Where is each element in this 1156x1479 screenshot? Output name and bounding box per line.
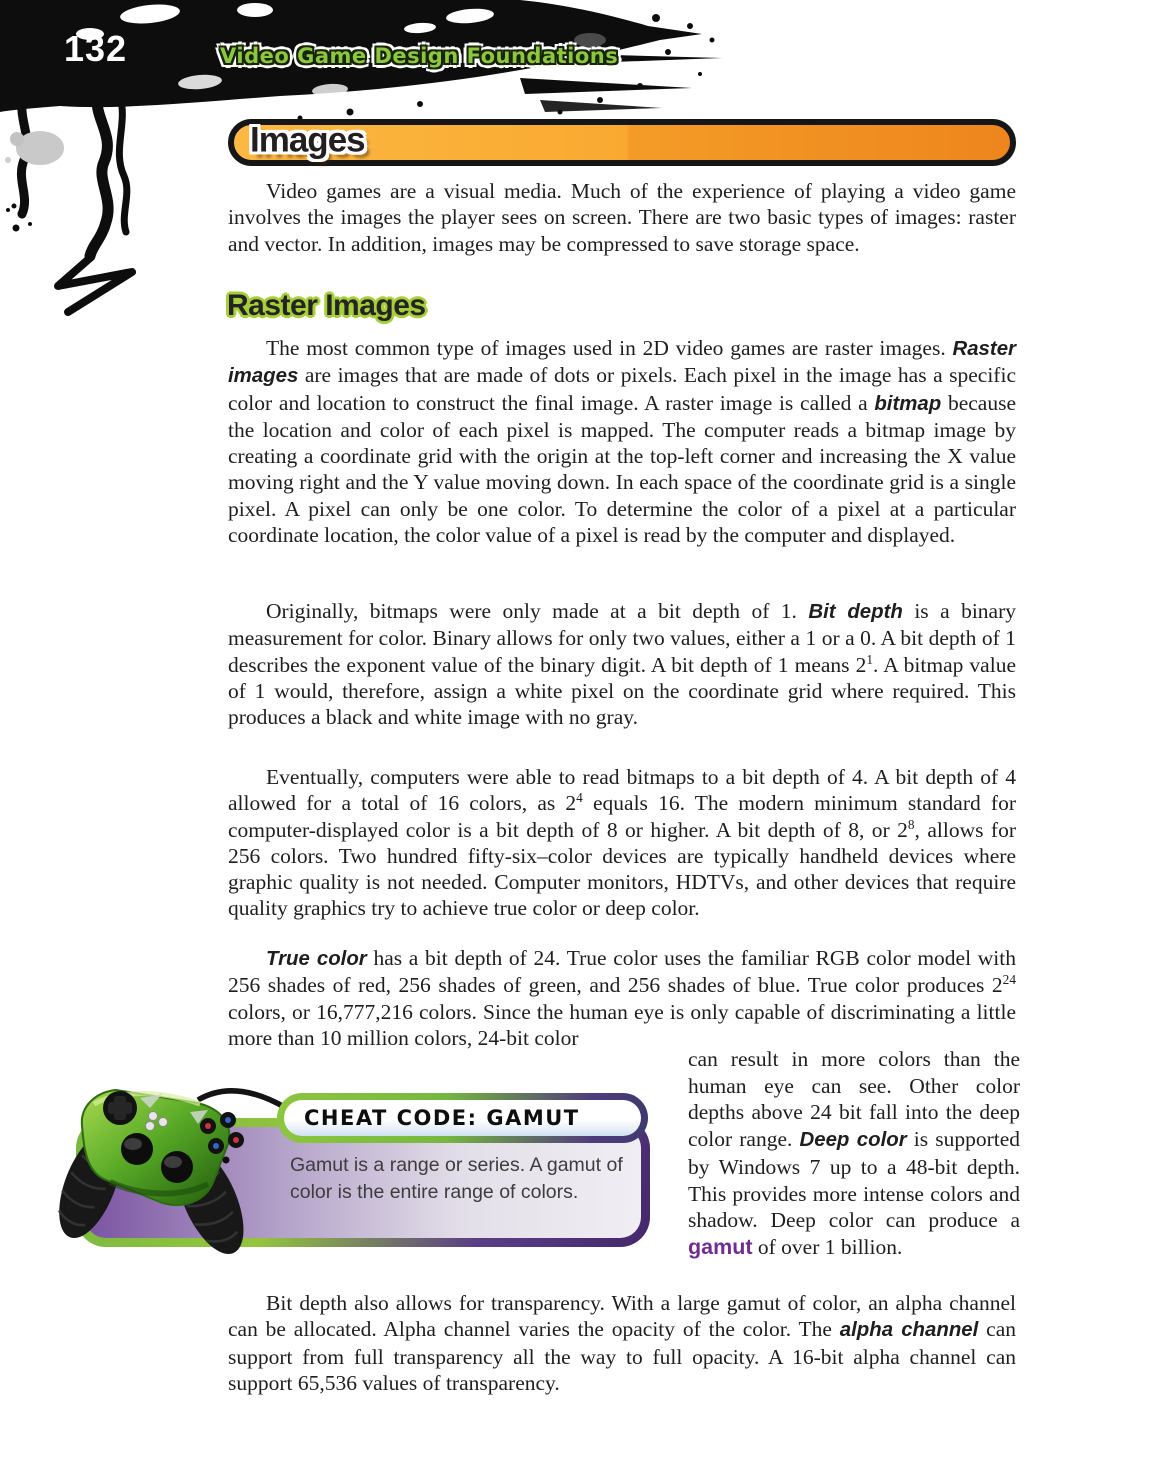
page-number: 132 — [64, 28, 128, 69]
cheat-code-header-pill — [277, 1093, 648, 1143]
paragraph-alpha-channel: Bit depth also allows for transparency. With a large gamut of color, an alpha channel can be allocated. Alpha channel varies the opacity of the color. The alpha channel can support from full transparency all the way to full opacity. A 16-bit alpha channel can support 65,536 values of transparency. — [228, 1291, 1016, 1395]
subsection-heading: Raster Images — [227, 289, 426, 322]
section-banner — [228, 119, 1016, 166]
paragraph-true-color: True color has a bit depth of 24. True color uses the familiar RGB color model with 256 shades of red, 256 shades of green, and 256 shades of blue. True color produces $2^{24}$ colors, or 16,777,216 colors. Since the human eye is only capable of discriminating a little more than 10 million colors, 24-bit color — [228, 946, 1016, 1050]
paragraph-intro: Video games are a visual media. Much of the experience of playing a video game involves the images the player sees on screen. There are two basic types of images: raster and vector. In addition, images may be compressed to save storage space. — [228, 179, 1016, 256]
book-title: Video Game Design Foundations — [220, 44, 619, 68]
paragraph-bit-depth: Originally, bitmaps were only made at a bit depth of 1. Bit depth is a binary measurement for color. Binary allows for only two values, either a 1 or a 0. A bit depth of 1 describes the exponent value of the binary digit. A bit depth of 1 means $2^1$. A bitmap value of 1 would, therefore, assign a white pixel on the coordinate grid where required. This produces a black and white image with no gray. — [228, 599, 1017, 730]
cheat-code-body-text: Gamut is a range or series. A gamut of color is the entire range of colors. — [290, 1154, 623, 1203]
paragraph-true-color-continued: can result in more colors than the human eye can see. Other color depths above 24 bit fall into the deep color range. Deep color is supported by Windows 7 up to a 48-bit depth. This provides more intense colors and shadow. Deep color can produce a gamut of over 1 billion. — [688, 1047, 1020, 1259]
section-banner-title: Images — [250, 120, 365, 160]
paragraph-eventually: Eventually, computers were able to read bitmaps to a bit depth of 4. A bit depth of 4 allowed for a total of 16 colors, as $2^4$ equals 16. The modern minimum standard for computer-displayed color is a bit depth of 8 or higher. A bit depth of 8, or $2^8$, allows for 256 colors. Two hundred fifty-six–color devices are typically handheld devices where graphic quality is not needed. Computer monitors, HDTVs, and other devices that require quality graphics try to achieve true color or deep color. — [228, 765, 1017, 921]
game-controller-icon — [50, 1064, 290, 1269]
cheat-code-header-text: CHEAT CODE: GAMUT — [304, 1106, 580, 1130]
paragraph-raster-images: The most common type of images used in 2D video games are raster images. Raster images are images that are made of dots or pixels. Each pixel in the image has a specific color and location to construct the final image. A raster image is called a bitmap because the location and color of each pixel is mapped. The computer reads a bitmap image by creating a coordinate grid with the origin at the top-left corner and increasing the X value moving right and the Y value moving down. In each space of the coordinate grid is a single pixel. A pixel can only be one color. To determine the color of a pixel at a particular coordinate location, the color value of a pixel is read by the computer and displayed. — [228, 336, 1016, 548]
